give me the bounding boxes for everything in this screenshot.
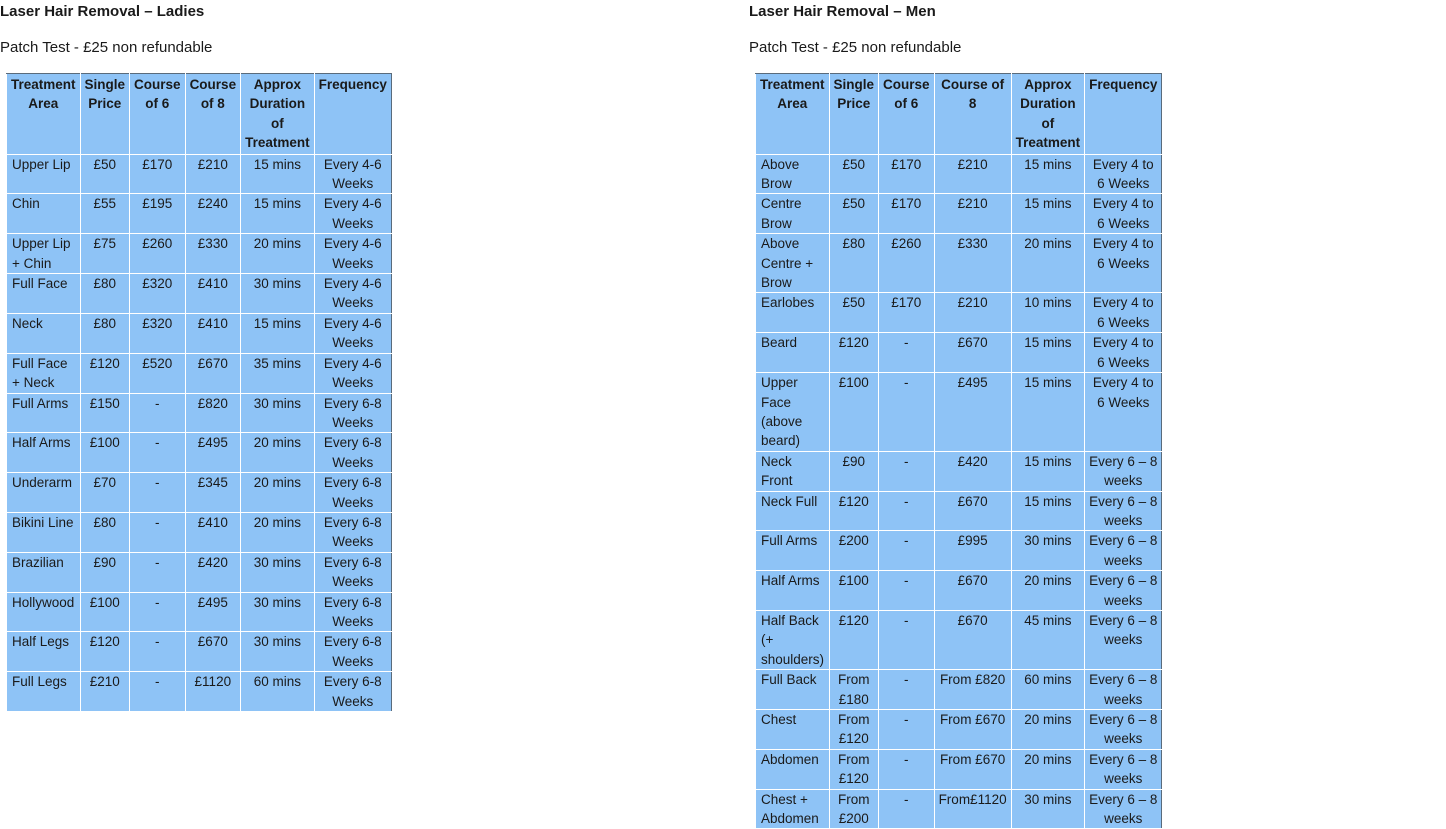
cell-course-of-6: £170 [130, 154, 186, 194]
cell-course-of-8: £210 [934, 194, 1011, 234]
cell-duration: 15 mins [241, 313, 315, 353]
cell-course-of-6: - [130, 672, 186, 712]
cell-single-price: £100 [829, 373, 879, 452]
cell-course-of-8: £410 [185, 313, 241, 353]
cell-frequency: Every 6-8 Weeks [314, 512, 391, 552]
cell-course-of-8: £1120 [185, 672, 241, 712]
cell-duration: 45 mins [1011, 610, 1085, 669]
cell-treatment-area: Half Arms [7, 433, 81, 473]
table-row [756, 491, 1162, 531]
table-row [756, 789, 1162, 829]
cell-frequency: Every 6-8 Weeks [314, 672, 391, 712]
cell-course-of-6: - [879, 373, 935, 452]
cell-course-of-8: £210 [934, 154, 1011, 194]
cell-frequency: Every 6 – 8 weeks [1085, 789, 1162, 829]
cell-frequency: Every 6 – 8 weeks [1085, 670, 1162, 710]
header-single-price: Single Price [80, 74, 130, 155]
table-row [7, 393, 392, 433]
cell-course-of-8: £670 [934, 571, 1011, 611]
cell-course-of-6: - [879, 710, 935, 750]
table-row [7, 632, 392, 672]
cell-treatment-area: Full Back [756, 670, 830, 710]
cell-single-price: £120 [829, 610, 879, 669]
cell-course-of-6: - [130, 433, 186, 473]
cell-frequency: Every 4-6 Weeks [314, 353, 391, 393]
cell-course-of-6: - [879, 491, 935, 531]
cell-treatment-area: Full Arms [756, 531, 830, 571]
header-duration: Approx Duration of Treatment [241, 74, 315, 155]
cell-frequency: Every 4-6 Weeks [314, 274, 391, 314]
cell-course-of-6: £260 [130, 234, 186, 274]
cell-treatment-area: Underarm [7, 473, 81, 513]
cell-duration: 20 mins [1011, 749, 1085, 789]
cell-course-of-8: From£1120 [934, 789, 1011, 829]
cell-frequency: Every 6-8 Weeks [314, 473, 391, 513]
header-treatment-area: Treatment Area [7, 74, 81, 155]
men-price-table [755, 73, 1162, 829]
table-row [7, 154, 392, 194]
cell-frequency: Every 6-8 Weeks [314, 592, 391, 632]
table-row [756, 670, 1162, 710]
cell-treatment-area: Above Centre + Brow [756, 234, 830, 293]
ladies-patch-test: Patch Test - £25 non refundable [0, 39, 213, 56]
header-duration: Approx Duration of Treatment [1011, 74, 1085, 155]
cell-course-of-6: - [879, 333, 935, 373]
cell-single-price: £120 [80, 632, 130, 672]
cell-duration: 15 mins [1011, 451, 1085, 491]
cell-frequency: Every 6-8 Weeks [314, 433, 391, 473]
table-row [7, 512, 392, 552]
table-row [7, 194, 392, 234]
header-single-price: Single Price [829, 74, 879, 155]
table-row [756, 451, 1162, 491]
cell-single-price: £90 [80, 552, 130, 592]
cell-duration: 20 mins [241, 234, 315, 274]
table-header-row [756, 74, 1162, 155]
cell-single-price: £50 [829, 154, 879, 194]
cell-single-price: £150 [80, 393, 130, 433]
cell-course-of-8: £820 [185, 393, 241, 433]
cell-frequency: Every 6 – 8 weeks [1085, 710, 1162, 750]
cell-course-of-8: From £670 [934, 710, 1011, 750]
cell-duration: 20 mins [241, 473, 315, 513]
cell-treatment-area: Neck [7, 313, 81, 353]
cell-single-price: From £180 [829, 670, 879, 710]
cell-course-of-8: £495 [185, 433, 241, 473]
cell-duration: 15 mins [1011, 491, 1085, 531]
cell-course-of-6: £320 [130, 313, 186, 353]
cell-single-price: £80 [80, 274, 130, 314]
cell-frequency: Every 4 to 6 Weeks [1085, 234, 1162, 293]
cell-course-of-8: £420 [934, 451, 1011, 491]
cell-course-of-6: - [879, 749, 935, 789]
cell-single-price: £90 [829, 451, 879, 491]
table-row [756, 234, 1162, 293]
cell-single-price: From £120 [829, 749, 879, 789]
cell-course-of-8: £670 [185, 353, 241, 393]
cell-course-of-8: £995 [934, 531, 1011, 571]
men-title: Laser Hair Removal – Men [749, 3, 936, 20]
header-course-of-6: Course of 6 [879, 74, 935, 155]
cell-course-of-8: £495 [185, 592, 241, 632]
cell-treatment-area: Upper Lip [7, 154, 81, 194]
cell-frequency: Every 6 – 8 weeks [1085, 571, 1162, 611]
table-row [756, 293, 1162, 333]
cell-frequency: Every 4-6 Weeks [314, 194, 391, 234]
cell-course-of-6: - [130, 393, 186, 433]
table-row [7, 672, 392, 712]
cell-treatment-area: Full Arms [7, 393, 81, 433]
cell-duration: 15 mins [241, 194, 315, 234]
cell-treatment-area: Full Legs [7, 672, 81, 712]
cell-duration: 30 mins [241, 552, 315, 592]
cell-course-of-8: £330 [185, 234, 241, 274]
cell-course-of-6: - [879, 571, 935, 611]
cell-treatment-area: Brazilian [7, 552, 81, 592]
cell-course-of-6: - [130, 632, 186, 672]
cell-treatment-area: Neck Full [756, 491, 830, 531]
cell-frequency: Every 4-6 Weeks [314, 313, 391, 353]
cell-duration: 30 mins [241, 632, 315, 672]
cell-course-of-8: £210 [934, 293, 1011, 333]
cell-treatment-area: Upper Face (above beard) [756, 373, 830, 452]
cell-course-of-8: £670 [185, 632, 241, 672]
cell-single-price: £100 [80, 433, 130, 473]
cell-single-price: £200 [829, 531, 879, 571]
cell-course-of-6: - [130, 473, 186, 513]
cell-frequency: Every 4 to 6 Weeks [1085, 333, 1162, 373]
cell-course-of-8: From £670 [934, 749, 1011, 789]
cell-course-of-6: - [879, 670, 935, 710]
cell-single-price: £55 [80, 194, 130, 234]
table-row [7, 473, 392, 513]
table-row [756, 610, 1162, 669]
cell-frequency: Every 4 to 6 Weeks [1085, 154, 1162, 194]
cell-treatment-area: Neck Front [756, 451, 830, 491]
cell-course-of-6: £170 [879, 154, 935, 194]
cell-course-of-8: From £820 [934, 670, 1011, 710]
cell-single-price: £100 [829, 571, 879, 611]
ladies-title: Laser Hair Removal – Ladies [0, 3, 205, 20]
cell-duration: 10 mins [1011, 293, 1085, 333]
cell-course-of-6: - [130, 552, 186, 592]
cell-duration: 20 mins [1011, 710, 1085, 750]
cell-course-of-8: £670 [934, 333, 1011, 373]
cell-duration: 30 mins [1011, 789, 1085, 829]
cell-duration: 15 mins [1011, 154, 1085, 194]
cell-course-of-6: - [879, 610, 935, 669]
cell-single-price: £80 [80, 313, 130, 353]
header-course-of-8: Course of 8 [934, 74, 1011, 155]
cell-frequency: Every 4 to 6 Weeks [1085, 293, 1162, 333]
cell-treatment-area: Centre Brow [756, 194, 830, 234]
cell-frequency: Every 6 – 8 weeks [1085, 451, 1162, 491]
cell-frequency: Every 6-8 Weeks [314, 552, 391, 592]
cell-course-of-8: £420 [185, 552, 241, 592]
header-frequency: Frequency [314, 74, 391, 155]
men-patch-test: Patch Test - £25 non refundable [749, 39, 962, 56]
table-row [7, 274, 392, 314]
cell-treatment-area: Half Arms [756, 571, 830, 611]
cell-duration: 20 mins [241, 433, 315, 473]
cell-course-of-8: £330 [934, 234, 1011, 293]
cell-single-price: £50 [829, 194, 879, 234]
table-row [7, 592, 392, 632]
cell-single-price: £120 [829, 333, 879, 373]
table-row [7, 433, 392, 473]
table-row [756, 333, 1162, 373]
cell-duration: 15 mins [1011, 333, 1085, 373]
cell-frequency: Every 4-6 Weeks [314, 234, 391, 274]
cell-single-price: £120 [80, 353, 130, 393]
cell-frequency: Every 6 – 8 weeks [1085, 749, 1162, 789]
cell-frequency: Every 4-6 Weeks [314, 154, 391, 194]
cell-frequency: Every 6-8 Weeks [314, 632, 391, 672]
cell-frequency: Every 6-8 Weeks [314, 393, 391, 433]
cell-single-price: From £200 [829, 789, 879, 829]
cell-course-of-8: £240 [185, 194, 241, 234]
cell-course-of-6: £170 [879, 293, 935, 333]
cell-treatment-area: Hollywood [7, 592, 81, 632]
cell-treatment-area: Chest [756, 710, 830, 750]
cell-treatment-area: Chin [7, 194, 81, 234]
cell-treatment-area: Chest + Abdomen [756, 789, 830, 829]
cell-single-price: £120 [829, 491, 879, 531]
table-row [756, 571, 1162, 611]
cell-course-of-6: - [879, 451, 935, 491]
cell-duration: 20 mins [1011, 571, 1085, 611]
cell-course-of-8: £670 [934, 610, 1011, 669]
cell-course-of-6: £170 [879, 194, 935, 234]
cell-frequency: Every 4 to 6 Weeks [1085, 194, 1162, 234]
cell-duration: 60 mins [241, 672, 315, 712]
table-row [7, 234, 392, 274]
table-row [756, 710, 1162, 750]
cell-course-of-6: £195 [130, 194, 186, 234]
table-row [7, 313, 392, 353]
header-course-of-6: Course of 6 [130, 74, 186, 155]
cell-duration: 20 mins [241, 512, 315, 552]
cell-duration: 30 mins [241, 592, 315, 632]
cell-single-price: £50 [80, 154, 130, 194]
cell-single-price: £75 [80, 234, 130, 274]
cell-single-price: £100 [80, 592, 130, 632]
cell-course-of-8: £495 [934, 373, 1011, 452]
men-table-body [756, 154, 1162, 829]
cell-course-of-8: £410 [185, 274, 241, 314]
cell-single-price: £70 [80, 473, 130, 513]
cell-frequency: Every 4 to 6 Weeks [1085, 373, 1162, 452]
cell-treatment-area: Beard [756, 333, 830, 373]
cell-course-of-6: - [130, 592, 186, 632]
table-row [7, 353, 392, 393]
cell-single-price: £80 [829, 234, 879, 293]
table-row [756, 373, 1162, 452]
cell-course-of-8: £670 [934, 491, 1011, 531]
cell-treatment-area: Half Legs [7, 632, 81, 672]
cell-single-price: £210 [80, 672, 130, 712]
cell-duration: 20 mins [1011, 234, 1085, 293]
cell-frequency: Every 6 – 8 weeks [1085, 610, 1162, 669]
cell-treatment-area: Earlobes [756, 293, 830, 333]
cell-treatment-area: Abdomen [756, 749, 830, 789]
cell-course-of-6: - [879, 789, 935, 829]
cell-duration: 15 mins [1011, 194, 1085, 234]
cell-single-price: £50 [829, 293, 879, 333]
cell-duration: 30 mins [241, 393, 315, 433]
cell-course-of-8: £410 [185, 512, 241, 552]
cell-treatment-area: Half Back (+ shoulders) [756, 610, 830, 669]
header-course-of-8: Course of 8 [185, 74, 241, 155]
cell-duration: 35 mins [241, 353, 315, 393]
cell-frequency: Every 6 – 8 weeks [1085, 531, 1162, 571]
cell-course-of-8: £345 [185, 473, 241, 513]
ladies-table-body [7, 154, 392, 711]
header-treatment-area: Treatment Area [756, 74, 830, 155]
cell-treatment-area: Upper Lip + Chin [7, 234, 81, 274]
cell-course-of-6: £520 [130, 353, 186, 393]
cell-duration: 30 mins [241, 274, 315, 314]
table-row [756, 154, 1162, 194]
cell-course-of-8: £210 [185, 154, 241, 194]
table-row [756, 194, 1162, 234]
cell-duration: 60 mins [1011, 670, 1085, 710]
cell-duration: 30 mins [1011, 531, 1085, 571]
cell-duration: 15 mins [1011, 373, 1085, 452]
cell-course-of-6: £320 [130, 274, 186, 314]
cell-single-price: £80 [80, 512, 130, 552]
cell-single-price: From £120 [829, 710, 879, 750]
table-header-row [7, 74, 392, 155]
table-row [7, 552, 392, 592]
cell-course-of-6: £260 [879, 234, 935, 293]
cell-treatment-area: Bikini Line [7, 512, 81, 552]
cell-treatment-area: Above Brow [756, 154, 830, 194]
cell-duration: 15 mins [241, 154, 315, 194]
cell-course-of-6: - [130, 512, 186, 552]
cell-frequency: Every 6 – 8 weeks [1085, 491, 1162, 531]
cell-treatment-area: Full Face + Neck [7, 353, 81, 393]
ladies-price-table [6, 73, 392, 712]
table-row [756, 531, 1162, 571]
cell-treatment-area: Full Face [7, 274, 81, 314]
table-row [756, 749, 1162, 789]
cell-course-of-6: - [879, 531, 935, 571]
header-frequency: Frequency [1085, 74, 1162, 155]
